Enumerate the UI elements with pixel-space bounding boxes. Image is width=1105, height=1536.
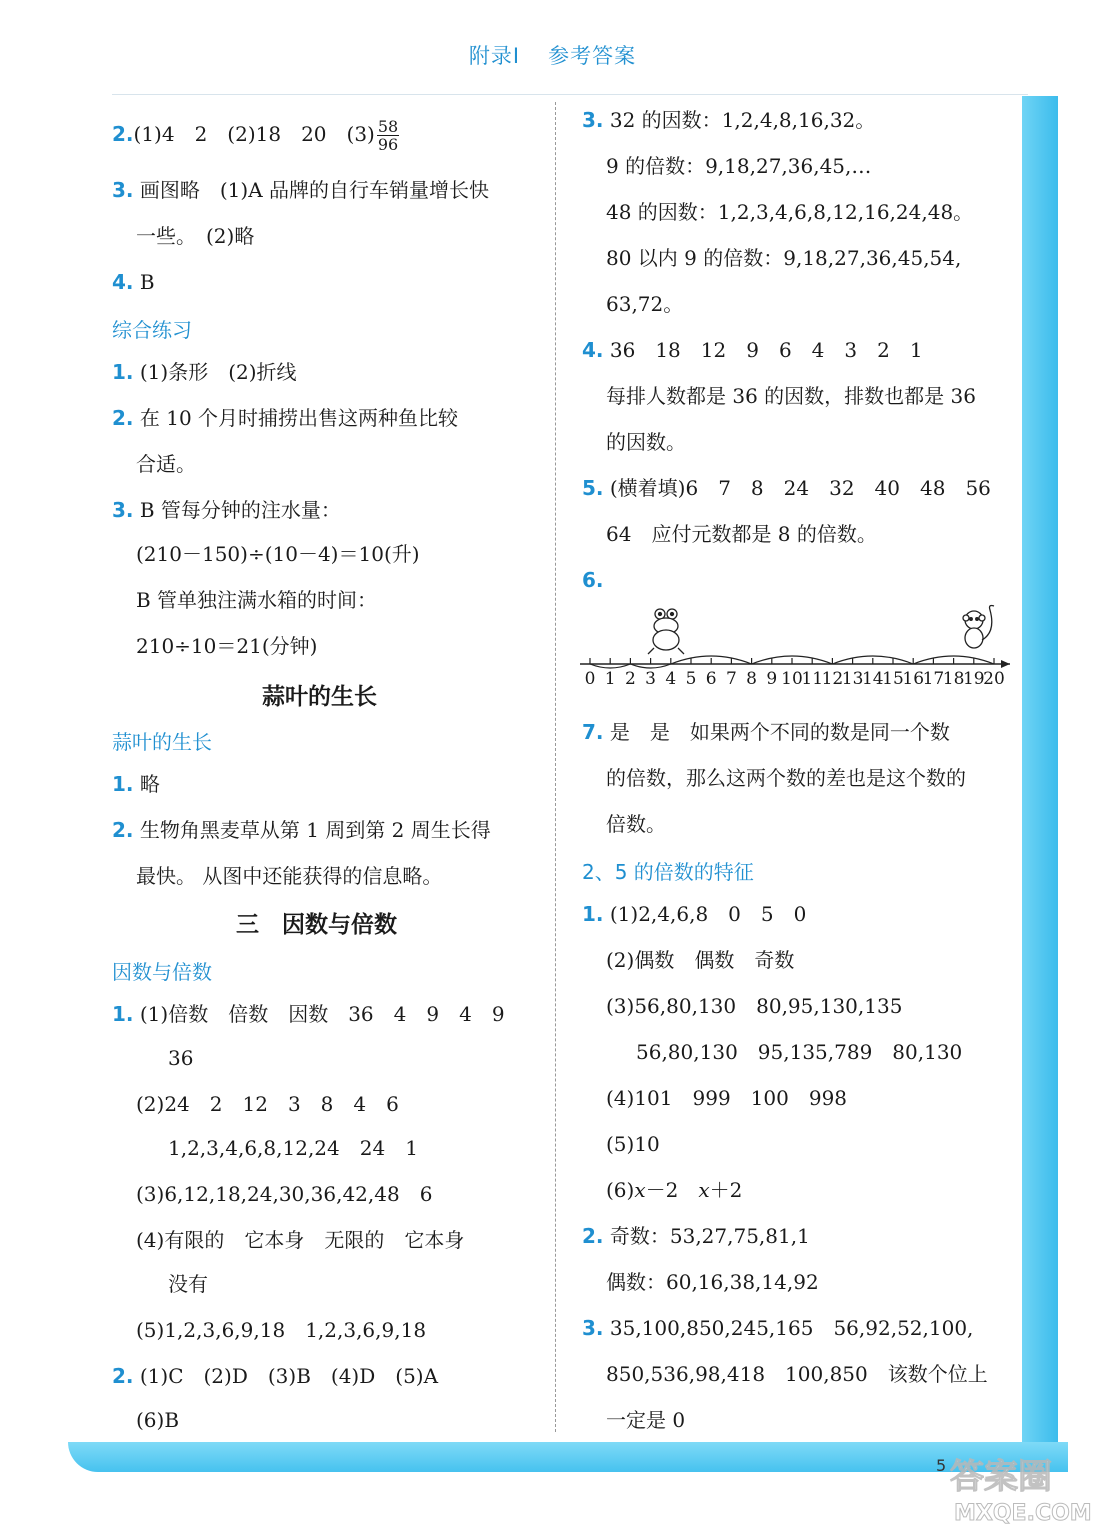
variable-x: x <box>634 1178 646 1202</box>
tick-label: 8 <box>746 669 758 689</box>
answer-line: (3)56,80,130 80,95,130,135 <box>606 994 903 1018</box>
fraction <box>377 118 399 153</box>
tick-label: 13 <box>841 669 864 689</box>
answer-line <box>582 566 604 594</box>
answer-line <box>112 1362 438 1390</box>
answer-text: B <box>139 270 155 294</box>
answer-text: 略 <box>139 772 160 796</box>
answer-line: 没有 <box>168 1272 208 1296</box>
tick-label: 11 <box>801 669 824 689</box>
answer-line <box>112 816 491 844</box>
header-appendix: 附录Ⅰ <box>468 44 521 68</box>
answer-line: 每排人数都是 36 的因数，排数也都是 36 <box>606 384 976 408</box>
tick-label: 1 <box>604 669 616 689</box>
item-number: 2. <box>112 1364 134 1388</box>
svg-text:MXQE.COM: MXQE.COM <box>954 1501 1092 1526</box>
item-number: 3. <box>112 178 134 202</box>
item-number: 4. <box>112 270 134 294</box>
item-number: 2. <box>112 818 134 842</box>
tick-label: 0 <box>584 669 596 689</box>
tick-label: 19 <box>962 669 985 689</box>
answer-line <box>582 474 991 502</box>
answer-text: 32 的因数：1,2,4,8,16,32。 <box>609 108 876 132</box>
answer-line: 64 应付元数都是 8 的倍数。 <box>606 522 877 546</box>
answer-text: 奇数：53,27,75,81,1 <box>609 1224 810 1248</box>
axis-arrow <box>1001 660 1010 668</box>
answer-line <box>112 1000 505 1028</box>
answer-line: 48 的因数：1,2,3,4,6,8,12,16,24,48。 <box>606 200 974 224</box>
answer-text: (1)C (2)D (3)B (4)D (5)A <box>139 1364 439 1388</box>
answer-line: 一些。 (2)略 <box>136 224 255 248</box>
answer-line: 合适。 <box>136 452 196 476</box>
answer-line: (4)101 999 100 998 <box>606 1086 848 1110</box>
answer-text: 在 10 个月时捕捞出售这两种鱼比较 <box>139 406 459 430</box>
answer-line <box>582 336 923 364</box>
tick-label: 3 <box>645 669 657 689</box>
answer-line: (210－150)÷(10－4)＝10(升) <box>136 542 420 566</box>
answer-line: (3)6,12,18,24,30,36,42,48 6 <box>136 1182 433 1206</box>
subsection-heading: 蒜叶的生长 <box>112 730 212 754</box>
tick-label: 5 <box>685 669 697 689</box>
tick-label: 20 <box>983 669 1005 689</box>
item-number: 5. <box>582 476 604 500</box>
answer-text: (1)4 2 (2)18 20 (3) <box>133 122 375 146</box>
item-number: 1. <box>582 902 604 926</box>
item-number: 2. <box>582 1224 604 1248</box>
answer-line: 一定是 0 <box>606 1408 686 1432</box>
answer-line <box>112 118 399 153</box>
variable-x: x <box>698 1178 710 1202</box>
column-divider <box>555 102 556 1432</box>
tick-label: 4 <box>665 669 677 689</box>
monkey-illustration <box>963 606 994 649</box>
item-number: 3. <box>112 498 134 522</box>
answer-line: (2)24 2 12 3 8 4 6 <box>136 1092 399 1116</box>
tick-label: 12 <box>821 669 844 689</box>
tick-label: 10 <box>781 669 803 689</box>
answer-line <box>582 900 806 928</box>
page-number: 5 <box>936 1456 947 1475</box>
answer-line: 80 以内 9 的倍数：9,18,27,36,45,54, <box>606 246 962 270</box>
answer-line: 偶数：60,16,38,14,92 <box>606 1270 819 1294</box>
answer-line <box>112 176 489 204</box>
answer-text: (1)2,4,6,8 0 5 0 <box>609 902 807 926</box>
tick-label: 17 <box>922 669 945 689</box>
answer-line: 210÷10＝21(分钟) <box>136 634 318 658</box>
tick-label: 9 <box>766 669 778 689</box>
answer-text: (横着填)6 7 8 24 32 40 48 56 <box>609 476 991 500</box>
answer-line: 63,72。 <box>606 292 684 316</box>
answer-line <box>582 1222 810 1250</box>
answer-line <box>112 358 297 386</box>
number-line-diagram <box>578 598 1018 690</box>
answer-line <box>582 106 875 134</box>
item-number: 6. <box>582 568 604 592</box>
answer-line: 的因数。 <box>606 430 686 454</box>
answer-text: B 管每分钟的注水量： <box>139 498 341 522</box>
answer-text: 35,100,850,245,165 56,92,52,100, <box>609 1316 974 1340</box>
subsection-heading: 2、5 的倍数的特征 <box>582 860 754 884</box>
answer-line <box>112 770 160 798</box>
answer-line <box>112 496 341 524</box>
answer-line: 9 的倍数：9,18,27,36,45,… <box>606 154 872 178</box>
answer-line: 最快。 从图中还能获得的信息略。 <box>136 864 443 888</box>
item-number: 7. <box>582 720 604 744</box>
answer-line: (4)有限的 它本身 无限的 它本身 <box>136 1228 465 1252</box>
tick-label: 14 <box>861 669 884 689</box>
answer-text: －2 <box>645 1178 699 1202</box>
answer-line: (5)1,2,3,6,9,18 1,2,3,6,9,18 <box>136 1318 427 1342</box>
chapter-title: 三 因数与倍数 <box>236 912 397 938</box>
answer-line: (6)B <box>136 1408 180 1432</box>
tick-label: 6 <box>705 669 717 689</box>
answer-line: 850,536,98,418 100,850 该数个位上 <box>606 1362 988 1386</box>
page-header <box>0 40 1105 70</box>
frog-illustration <box>648 609 684 654</box>
answer-line: 的倍数，那么这两个数的差也是这个数的 <box>606 766 966 790</box>
item-number: 3. <box>582 1316 604 1340</box>
item-number: 4. <box>582 338 604 362</box>
item-number: 1. <box>112 1002 134 1026</box>
fraction-denominator: 96 <box>377 135 399 154</box>
answer-line: 倍数。 <box>606 812 666 836</box>
tick-label: 16 <box>902 669 925 689</box>
subsection-heading: 因数与倍数 <box>112 960 212 984</box>
answer-line <box>582 1314 973 1342</box>
answer-text: (1)倍数 倍数 因数 36 4 9 4 9 <box>139 1002 505 1026</box>
decorative-side-band <box>1022 96 1058 1456</box>
answer-text: 36 18 12 9 6 4 3 2 1 <box>609 338 923 362</box>
item-number: 3. <box>582 108 604 132</box>
answer-text: 生物角黑麦草从第 1 周到第 2 周生长得 <box>139 818 491 842</box>
answer-text: (6) <box>606 1178 635 1202</box>
item-number: 1. <box>112 772 134 796</box>
answer-text: 是 是 如果两个不同的数是同一个数 <box>609 720 950 744</box>
answer-line <box>606 1176 742 1204</box>
answer-line: 1,2,3,4,6,8,12,24 24 1 <box>168 1136 418 1160</box>
answer-line: (2)偶数 偶数 奇数 <box>606 948 795 972</box>
tick-label: 18 <box>942 669 965 689</box>
answer-line <box>112 268 155 296</box>
svg-text:答案圈: 答案圈 <box>950 1457 1052 1497</box>
watermark-logo <box>930 1448 1100 1528</box>
item-number: 2. <box>112 406 134 430</box>
tick-label: 2 <box>624 669 636 689</box>
number-line-axis <box>580 658 1010 668</box>
fraction-numerator: 58 <box>377 117 399 136</box>
answer-line: (5)10 <box>606 1132 660 1156</box>
decorative-bottom-band <box>68 1442 1068 1472</box>
answer-line: 36 <box>168 1046 194 1070</box>
item-number: 1. <box>112 360 134 384</box>
answer-line: 56,80,130 95,135,789 80,130 <box>636 1040 963 1064</box>
answer-line <box>582 718 950 746</box>
item-number: 2. <box>112 122 134 146</box>
number-line-labels <box>585 669 1005 689</box>
answer-text: ＋2 <box>709 1178 743 1202</box>
tick-label: 15 <box>882 669 904 689</box>
tick-label: 7 <box>725 669 737 689</box>
answer-text: (1)条形 (2)折线 <box>139 360 297 384</box>
header-title: 参考答案 <box>548 44 637 68</box>
subsection-heading: 综合练习 <box>112 318 192 342</box>
answer-line: B 管单独注满水箱的时间： <box>136 588 378 612</box>
section-title: 蒜叶的生长 <box>262 684 377 710</box>
answer-text: 画图略 (1)A 品牌的自行车销量增长快 <box>139 178 490 202</box>
answer-line <box>112 404 458 432</box>
header-rule <box>112 94 1028 95</box>
